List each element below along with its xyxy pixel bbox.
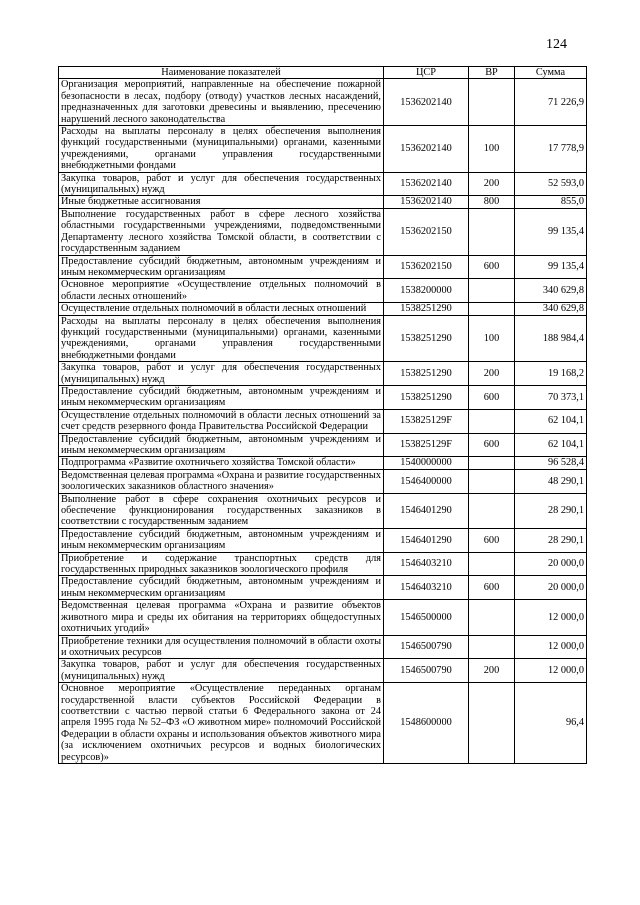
row-vr-cell: 100 [469, 126, 515, 173]
row-sum-cell: 28 290,1 [515, 493, 587, 528]
row-vr-cell: 200 [469, 362, 515, 386]
row-vr-cell: 600 [469, 576, 515, 600]
row-name-cell: Приобретение и содержание транспортных средств для государственных природных заказников зоологического профиля [59, 552, 384, 576]
table-row [59, 362, 587, 386]
row-vr-cell: 600 [469, 255, 515, 279]
table-row [59, 409, 587, 433]
row-sum-cell: 71 226,9 [515, 79, 587, 126]
row-sum-cell: 17 778,9 [515, 126, 587, 173]
row-vr-cell [469, 493, 515, 528]
row-name-cell: Иные бюджетные ассигнования [59, 196, 384, 208]
row-csr-cell: 1546500790 [384, 659, 469, 683]
row-vr-cell [469, 635, 515, 659]
row-vr-cell [469, 409, 515, 433]
row-vr-cell [469, 600, 515, 635]
row-sum-cell: 12 000,0 [515, 635, 587, 659]
row-csr-cell: 1546403210 [384, 576, 469, 600]
column-header-sum: Сумма [515, 67, 587, 79]
row-name-cell: Приобретение техники для осуществления полномочий в области охоты и охотничьих ресурсов [59, 635, 384, 659]
row-vr-cell: 100 [469, 315, 515, 362]
row-vr-cell: 600 [469, 433, 515, 457]
row-csr-cell: 1536202150 [384, 208, 469, 255]
row-name-cell: Выполнение государственных работ в сфере лесного хозяйства областными государственными учреждениями, подведомственными Департаменту лесного хозяйства Томской области, в соответствии с государственным заданием [59, 208, 384, 255]
table-row [59, 433, 587, 457]
table-row [59, 385, 587, 409]
row-vr-cell [469, 303, 515, 315]
row-csr-cell: 1546500790 [384, 635, 469, 659]
row-name-cell: Закупка товаров, работ и услуг для обеспечения государственных (муниципальных) нужд [59, 659, 384, 683]
table-row [59, 635, 587, 659]
table-row [59, 457, 587, 469]
table-row [59, 315, 587, 362]
table-row [59, 469, 587, 493]
row-csr-cell: 1538251290 [384, 362, 469, 386]
row-csr-cell: 1546401290 [384, 493, 469, 528]
table-row [59, 196, 587, 208]
table-row [59, 576, 587, 600]
row-csr-cell: 1546403210 [384, 552, 469, 576]
row-name-cell: Предоставление субсидий бюджетным, автономным учреждениям и иным некоммерческим организациям [59, 433, 384, 457]
row-sum-cell: 62 104,1 [515, 433, 587, 457]
row-csr-cell: 1546400000 [384, 469, 469, 493]
row-csr-cell: 1536202140 [384, 196, 469, 208]
table-row [59, 683, 587, 764]
row-name-cell: Расходы на выплаты персоналу в целях обеспечения выполнения функций государственными (муниципальными) органами, казенными учреждениями, органами управления государственными внебюджетными фондами [59, 126, 384, 173]
row-csr-cell: 153825129F [384, 433, 469, 457]
row-csr-cell: 1538251290 [384, 303, 469, 315]
row-csr-cell: 1536202140 [384, 172, 469, 196]
table-row [59, 493, 587, 528]
row-csr-cell: 1536202140 [384, 126, 469, 173]
column-header-name: Наименование показателей [59, 67, 384, 79]
table-row [59, 172, 587, 196]
row-sum-cell: 48 290,1 [515, 469, 587, 493]
row-sum-cell: 20 000,0 [515, 552, 587, 576]
row-name-cell: Предоставление субсидий бюджетным, автономным учреждениям и иным некоммерческим организациям [59, 385, 384, 409]
row-csr-cell: 1538251290 [384, 315, 469, 362]
row-name-cell: Подпрограмма «Развитие охотничьего хозяйства Томской области» [59, 457, 384, 469]
table-row [59, 208, 587, 255]
row-name-cell: Основное мероприятие «Осуществление переданных органам государственной власти субъектов Российской Федерации в соответствии с частью первой статьи 6 Федерального закона от 24 апреля 1995 года № 52–ФЗ «О животном мире» полномочий Российской Федерации в области охраны и использования объектов животного мира (за исключением охотничьих ресурсов и водных биологических ресурсов)» [59, 683, 384, 764]
page-number: 124 [546, 37, 567, 52]
table-row [59, 79, 587, 126]
row-sum-cell: 855,0 [515, 196, 587, 208]
row-vr-cell: 600 [469, 385, 515, 409]
row-sum-cell: 20 000,0 [515, 576, 587, 600]
row-vr-cell [469, 457, 515, 469]
row-vr-cell [469, 279, 515, 303]
table-row [59, 552, 587, 576]
table-row [59, 528, 587, 552]
row-sum-cell: 188 984,4 [515, 315, 587, 362]
row-sum-cell: 70 373,1 [515, 385, 587, 409]
row-csr-cell: 1538251290 [384, 385, 469, 409]
row-csr-cell: 1538200000 [384, 279, 469, 303]
row-name-cell: Предоставление субсидий бюджетным, автономным учреждениям и иным некоммерческим организациям [59, 255, 384, 279]
row-name-cell: Организация мероприятий, направленные на обеспечение пожарной безопасности в лесах, подбору (отводу) участков лесных насаждений, предназначенных для заготовки древесины и выявлению, пресечению нарушений лесного законодательства [59, 79, 384, 126]
row-sum-cell: 19 168,2 [515, 362, 587, 386]
row-csr-cell: 153825129F [384, 409, 469, 433]
budget-table [58, 66, 587, 764]
table-body [59, 79, 587, 764]
row-name-cell: Закупка товаров, работ и услуг для обеспечения государственных (муниципальных) нужд [59, 362, 384, 386]
row-csr-cell: 1540000000 [384, 457, 469, 469]
row-sum-cell: 52 593,0 [515, 172, 587, 196]
row-csr-cell: 1546401290 [384, 528, 469, 552]
row-sum-cell: 62 104,1 [515, 409, 587, 433]
row-vr-cell [469, 683, 515, 764]
row-name-cell: Ведомственная целевая программа «Охрана и развитие объектов животного мира и среды их обитания на территориях общедоступных охотничьих угодий» [59, 600, 384, 635]
row-name-cell: Закупка товаров, работ и услуг для обеспечения государственных (муниципальных) нужд [59, 172, 384, 196]
table-row [59, 303, 587, 315]
table-row [59, 659, 587, 683]
row-vr-cell: 600 [469, 528, 515, 552]
row-name-cell: Расходы на выплаты персоналу в целях обеспечения выполнения функций государственными (муниципальными) органами, казенными учреждениями, органами управления государственными внебюджетными фондами [59, 315, 384, 362]
row-vr-cell [469, 469, 515, 493]
row-sum-cell: 96,4 [515, 683, 587, 764]
table-header-row [59, 67, 587, 79]
row-sum-cell: 12 000,0 [515, 600, 587, 635]
row-csr-cell: 1536202140 [384, 79, 469, 126]
row-sum-cell: 96 528,4 [515, 457, 587, 469]
row-csr-cell: 1548600000 [384, 683, 469, 764]
table-row [59, 255, 587, 279]
row-csr-cell: 1546500000 [384, 600, 469, 635]
row-name-cell: Предоставление субсидий бюджетным, автономным учреждениям и иным некоммерческим организациям [59, 528, 384, 552]
row-sum-cell: 99 135,4 [515, 255, 587, 279]
column-header-csr: ЦСР [384, 67, 469, 79]
row-name-cell: Осуществление отдельных полномочий в области лесных отношений за счет средств резервного фонда Правительства Российской Федерации [59, 409, 384, 433]
row-vr-cell [469, 208, 515, 255]
table-row [59, 600, 587, 635]
row-sum-cell: 28 290,1 [515, 528, 587, 552]
row-name-cell: Основное мероприятие «Осуществление отдельных полномочий в области лесных отношений» [59, 279, 384, 303]
row-name-cell: Выполнение работ в сфере сохранения охотничьих ресурсов и обеспечение функционирования государственных заказников в соответствии с государственным заданием [59, 493, 384, 528]
row-csr-cell: 1536202150 [384, 255, 469, 279]
column-header-vr: ВР [469, 67, 515, 79]
row-vr-cell [469, 79, 515, 126]
row-name-cell: Предоставление субсидий бюджетным, автономным учреждениям и иным некоммерческим организациям [59, 576, 384, 600]
row-vr-cell: 200 [469, 659, 515, 683]
row-vr-cell [469, 552, 515, 576]
row-vr-cell: 800 [469, 196, 515, 208]
row-vr-cell: 200 [469, 172, 515, 196]
row-sum-cell: 12 000,0 [515, 659, 587, 683]
row-name-cell: Осуществление отдельных полномочий в области лесных отношений [59, 303, 384, 315]
table-row [59, 126, 587, 173]
table-row [59, 279, 587, 303]
row-name-cell: Ведомственная целевая программа «Охрана и развитие государственных зоологических заказников областного значения» [59, 469, 384, 493]
row-sum-cell: 99 135,4 [515, 208, 587, 255]
row-sum-cell: 340 629,8 [515, 279, 587, 303]
row-sum-cell: 340 629,8 [515, 303, 587, 315]
